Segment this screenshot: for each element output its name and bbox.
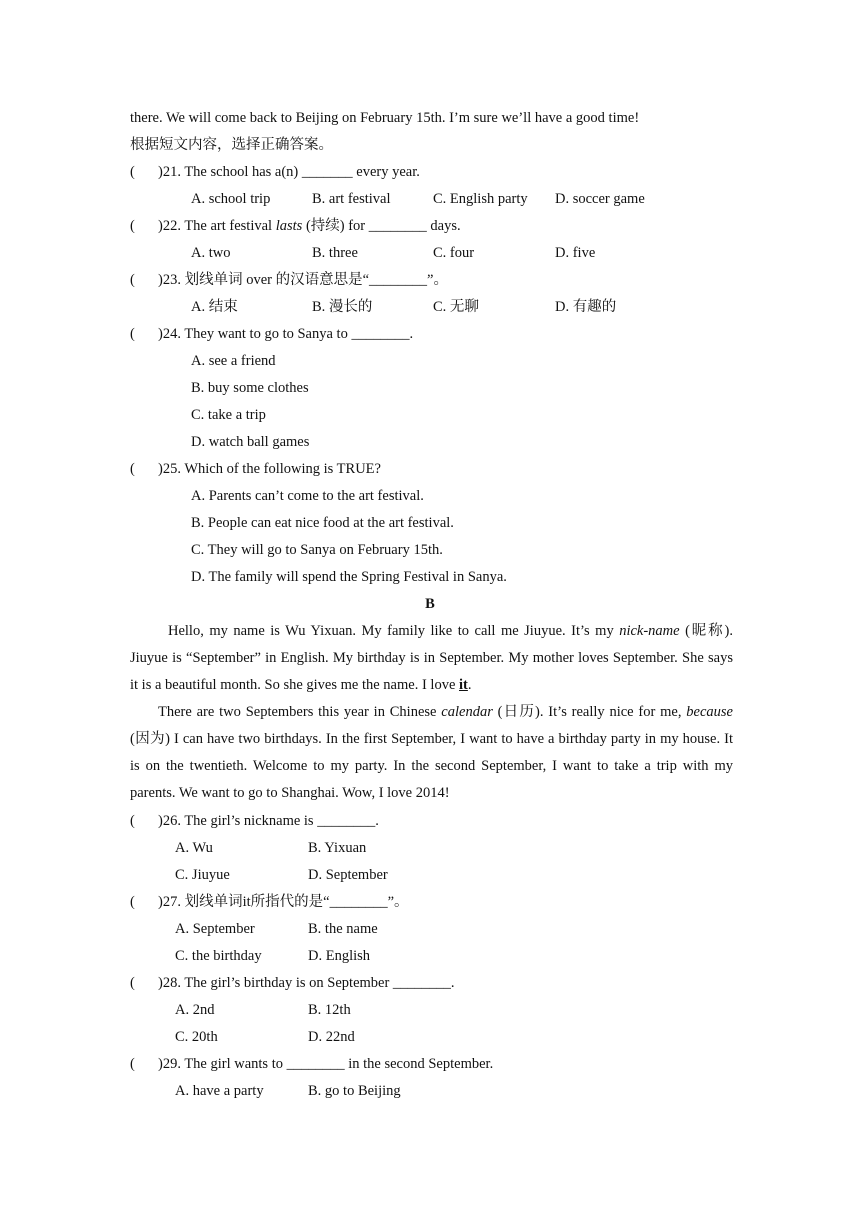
option-29-a: A. have a party [175,1083,264,1099]
option-22-d: D. five [555,245,596,261]
option-21-a: A. school trip [191,191,271,207]
option-23-d: D. 有趣的 [555,299,617,315]
question-stem: )26. The girl’s nickname is ________. [158,813,379,829]
option-25-c: C. They will go to Sanya on February 15th. [191,542,443,558]
answer-blank-paren: ( [130,975,135,991]
option-21-c: C. English party [433,191,528,207]
option-29-b: B. go to Beijing [308,1083,401,1099]
question-stem: )27. 划线单词it所指代的是“________”。 [158,894,409,910]
option-22-b: B. three [312,245,358,261]
question-24 [130,324,413,344]
passage-text: (日历). It’s really nice for me, [492,704,687,720]
option-28-b: B. 12th [308,1002,351,1018]
option-27-c: C. the birthday [175,948,262,964]
question-stem: )22. The art festival [158,218,276,234]
answer-blank-paren: ( [130,272,135,288]
answer-blank-paren: ( [130,218,135,234]
question-stem: )25. Which of the following is TRUE? [158,461,381,477]
option-24-d: D. watch ball games [191,434,310,450]
answer-blank-paren: ( [130,164,135,180]
passage-text: There are two Septembers this year in Chinese [158,704,442,720]
question-23 [130,270,448,290]
question-27 [130,892,409,912]
passage-text: (昵称). Jiuyue is “September” in English. My birthday is in September. My mother loves September. She says it is a beautiful month. So she gives me the name. I love [130,623,733,693]
option-23-a: A. 结束 [191,299,238,315]
option-26-c: C. Jiuyue [175,867,230,883]
option-27-d: D. English [308,948,371,964]
instruction: 根据短文内容，选择正确答案。 [130,137,333,153]
option-22-c: C. four [433,245,475,261]
question-stem-italic: lasts [275,218,303,234]
question-stem: )28. The girl’s birthday is on September ________. [158,975,455,991]
passage-text: Hello, my name is Wu Yixuan. My family like to call me Jiuyue. It’s my [168,623,620,639]
option-26-d: D. September [308,867,388,883]
option-26-b: B. Yixuan [308,840,367,856]
option-25-b: B. People can eat nice food at the art festival. [191,515,454,531]
answer-blank-paren: ( [130,326,135,342]
option-27-a: A. September [175,921,255,937]
option-24-b: B. buy some clothes [191,380,309,396]
question-25 [130,459,381,479]
question-22 [130,216,461,236]
passage-b-paragraph-1 [130,618,733,699]
option-24-a: A. see a friend [191,353,276,369]
option-21-d: D. soccer game [555,191,645,207]
passage-b-paragraph-2 [130,699,733,807]
section-b-title: B [425,596,435,612]
option-28-c: C. 20th [175,1029,218,1045]
answer-blank-paren: ( [130,461,135,477]
option-23-b: B. 漫长的 [312,299,373,315]
question-21 [130,162,420,182]
underlined-word-it: it [459,677,468,693]
question-26 [130,811,379,831]
question-stem: )21. The school has a(n) _______ every year. [158,164,420,180]
answer-blank-paren: ( [130,894,135,910]
intro-line: there. We will come back to Beijing on February 15th. I’m sure we’ll have a good time! [130,110,640,126]
option-21-b: B. art festival [312,191,391,207]
question-stem: )23. 划线单词 over 的汉语意思是“________”。 [158,272,448,288]
answer-blank-paren: ( [130,1056,135,1072]
answer-blank-paren: ( [130,813,135,829]
passage-italic: calendar [441,704,493,720]
option-25-d: D. The family will spend the Spring Festival in Sanya. [191,569,507,585]
option-22-a: A. two [191,245,231,261]
question-stem: )29. The girl wants to ________ in the second September. [158,1056,494,1072]
option-23-c: C. 无聊 [433,299,479,315]
passage-italic: because [686,704,733,720]
question-stem-end: (持续) for ________ days. [302,218,461,234]
passage-italic: nick-name [619,623,680,639]
passage-text: (因为) I can have two birthdays. In the first September, I want to have a birthday party in my house. It is on the twentieth. Welcome to my party. In the second September, I want to take a trip with my parents. We want to go to Shanghai. Wow, I love 2014! [130,731,733,801]
question-stem: )24. They want to go to Sanya to ________. [158,326,414,342]
option-28-d: D. 22nd [308,1029,355,1045]
option-27-b: B. the name [308,921,378,937]
option-25-a: A. Parents can’t come to the art festival. [191,488,424,504]
option-26-a: A. Wu [175,840,213,856]
question-28 [130,973,455,993]
question-29 [130,1054,493,1074]
option-28-a: A. 2nd [175,1002,215,1018]
option-24-c: C. take a trip [191,407,266,423]
passage-text: . [467,677,472,693]
